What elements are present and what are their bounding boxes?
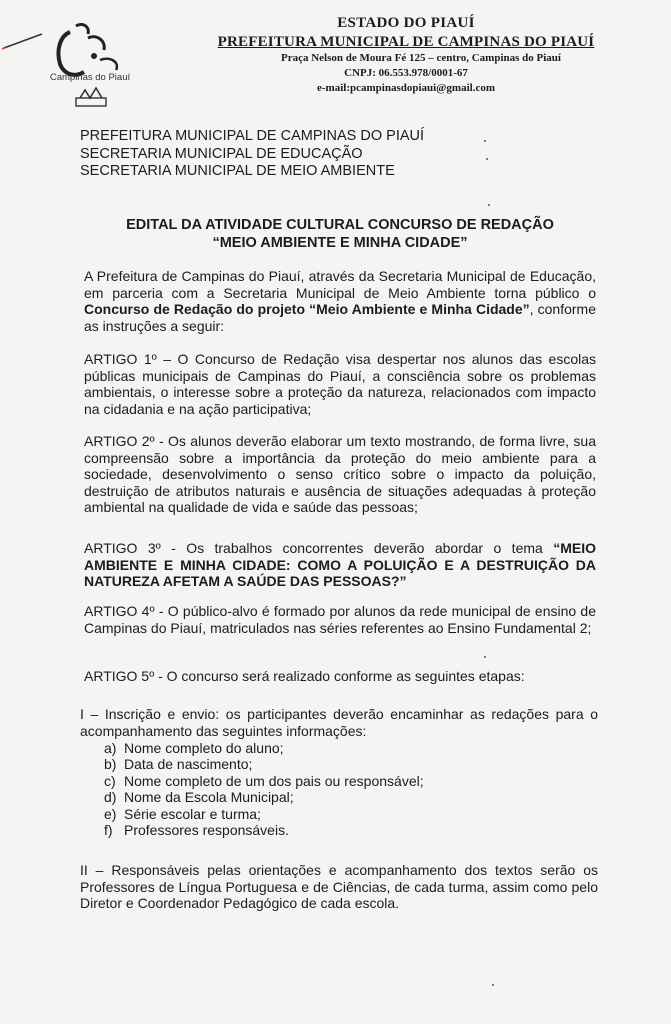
list-letter: e): [104, 805, 117, 822]
prefeitura-name: PREFEITURA MUNICIPAL DE CAMPINAS DO PIAUÍ: [217, 34, 595, 50]
scan-speck: [488, 204, 490, 206]
address: Praça Nelson de Moura Fé 125 – centro, Campinas do Piauí: [281, 52, 561, 64]
list-letter: b): [104, 756, 117, 773]
article-1: ARTIGO 1º – O Concurso de Redação visa despertar nos alunos das escolas públicas municipais de Campinas do Piauí, a consciência sobre os problemas ambientais, o interesse sobre a proteção da natureza, relacionados com impacto na cidadania e na ação participativa;: [84, 351, 596, 417]
list-letter: c): [104, 772, 116, 789]
list-item: [104, 740, 584, 756]
secretariat-line: SECRETARIA MUNICIPAL DE MEIO AMBIENTE: [80, 163, 395, 179]
list-text: Série escolar e turma;: [124, 805, 261, 822]
list-text: Nome da Escola Municipal;: [124, 789, 294, 806]
list-text: Nome completo de um dos pais ou responsável;: [124, 772, 424, 789]
email: e-mail:pcampinasdopiaui@gmail.com: [317, 82, 495, 94]
cnpj: CNPJ: 06.553.978/0001-67: [344, 67, 468, 79]
logo-caption: Campinas do Piauí: [49, 72, 131, 83]
intro-text-2: , conforme as instruções a seguir:: [84, 301, 596, 334]
list-text: Nome completo do aluno;: [124, 740, 284, 756]
required-info-list: [104, 740, 584, 838]
scan-speck: [486, 158, 488, 160]
title-line-1: EDITAL DA ATIVIDADE CULTURAL CONCURSO DE REDAÇÃO: [126, 217, 554, 233]
intro-bold: Concurso de Redação do projeto “Meio Ambiente e Minha Cidade”: [84, 301, 530, 318]
article-3-text: ARTIGO 3º - Os trabalhos concorrentes deverão abordar o tema: [84, 540, 554, 556]
title-line-2: “MEIO AMBIENTE E MINHA CIDADE”: [212, 235, 468, 251]
list-letter: a): [104, 740, 117, 756]
secretariat-line: SECRETARIA MUNICIPAL DE EDUCAÇÃO: [80, 145, 363, 162]
article-4: ARTIGO 4º - O público-alvo é formado por alunos da rede municipal de ensino de Campinas do Piauí, matriculados nas séries referentes ao Ensino Fundamental 2;: [84, 603, 596, 636]
scan-speck: [492, 984, 494, 986]
stage-2: II – Responsáveis pelas orientações e acompanhamento dos textos serão os Professores de Língua Portuguesa e de Ciências, de cada turma, assim como pelo Diretor e Coordenador Pedagógico de cada escola.: [80, 862, 598, 912]
list-letter: f): [104, 822, 113, 839]
secretariats-block: [80, 128, 600, 181]
article-5: ARTIGO 5º - O concurso será realizado conforme as seguintes etapas:: [84, 668, 525, 684]
list-letter: d): [104, 789, 117, 806]
list-item: [104, 773, 584, 789]
intro-paragraph: [84, 268, 596, 334]
scan-speck: [484, 656, 486, 658]
secretariat-line: PREFEITURA MUNICIPAL DE CAMPINAS DO PIAUÍ: [80, 128, 425, 144]
intro-text-1: A Prefeitura de Campinas do Piauí, através da Secretaria Municipal de Educação, em parceria com a Secretaria Municipal de Meio Ambiente torna público o: [84, 268, 596, 301]
article-2: ARTIGO 2º - Os alunos deverão elaborar um texto mostrando, de forma livre, sua compreensão sobre a importância da proteção do meio ambiente para a sociedade, desenvolvimento o senso crítico sobre o impacto da poluição, destruição de atributos naturais e ausência de situações adequadas à proteção ambiental na qualidade de vida e saúde das pessoas;: [84, 433, 596, 516]
stage-1: I – Inscrição e envio: os participantes deverão encaminhar as redações para o acompanhamento das seguintes informações:: [80, 706, 598, 739]
list-text: Professores responsáveis.: [124, 822, 289, 839]
state-name: ESTADO DO PIAUÍ: [337, 15, 475, 31]
list-item: [104, 806, 584, 822]
municipal-logo: [30, 20, 140, 112]
scan-speck: [484, 140, 486, 142]
letterhead: [186, 14, 626, 96]
list-item: [104, 822, 584, 838]
article-3: [84, 540, 596, 590]
document-title: [60, 216, 620, 252]
article-3-theme: “MEIO AMBIENTE E MINHA CIDADE: COMO A POLUIÇÃO E A DESTRUIÇÃO DA NATUREZA AFETAM A SAÚDE DAS PESSOAS?”: [84, 540, 596, 590]
list-item: [104, 756, 584, 772]
list-item: [104, 789, 584, 805]
list-text: Data de nascimento;: [124, 756, 253, 773]
